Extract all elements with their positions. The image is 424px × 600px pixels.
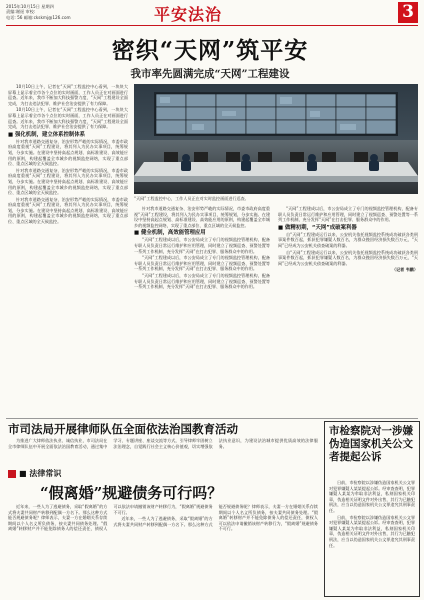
section3-text: 自“天网”工程建成运行以来，公安机关依托视频监控系统成功破获各类刑事案件数百起，抓获犯罪嫌疑人数百名，为群众挽回经济损失数百万元，“天网”已经成为公安机关侦查破案的利器。: [278, 231, 418, 248]
legal-text-continued: 近年来，一些人为了逃避债务，采取“假离婚”的方式将夫妻共同财产转移到配偶一方名下。那么这种方式能否规避债务呢？律师表示，夫妻一方在婚姻关系存续期间以个人名义所负债务，按夫妻共同债务处理。“假离婚”转移财产并不能免除债务人的偿还责任，债权人可以依法申请撤销该财产转移行为，“假离婚”规避债务不可行。: [113, 504, 318, 532]
masthead-rule: [6, 25, 418, 26]
section3-text-continued: 自“天网”工程建成运行以来，公安机关依托视频监控系统成功破获各类刑事案件数百起，抓获犯罪嫌疑人数百名，为群众挽回经济损失数百万元，“天网”已经成为公安机关侦查破案的利器。: [278, 249, 418, 266]
section-title: 平安法治: [154, 5, 223, 24]
section2-text-right: “天网”工程建成以后，市公安局成立了专门的视频监控管理机构，配备专职人员负责日常运行维护和应用管理，同时建立了视频巡查、预警处置等一系列工作机制，充分发挥“天网”在打击犯罪、服务群众中的作用。: [278, 206, 418, 223]
editor-line: 责编:谢遥 审校:: [6, 9, 36, 15]
legal-headline: “假离婚”规避债务可行吗？: [40, 484, 223, 502]
date-line: 2015年10月15日 星期四: [6, 4, 54, 9]
main-story-intro: 10月10日上午，记者在“天网”工程监控中心看到，一块块大屏幕上显示着全市各个点位的实时画面，工作人员正在对画面进行巡查。近年来，我市不断加大科技强警力度，“天网”工程建设全面完成，为打击违法犯罪、维护社会治安提供了有力保障。: [8, 84, 128, 106]
section2-text-continued: “天网”工程建成以后，市公安局成立了专门的视频监控管理机构，配备专职人员负责日常运行维护和应用管理，同时建立了视频巡查、预警处置等一系列工作机制，充分发挥“天网”在打击犯罪、服务群众中的作用。: [134, 255, 270, 272]
email-line: 电话: 56 邮箱:ckskmj@126.com: [6, 14, 71, 20]
story2-text: 为推进广大律师依法执业、诚信执业，市司法局在全市律师队伍中开展全面依法治国教育活动，通过集中学习、专题讲座、座谈交流等方式，引导律师牢固树立法治理念，自觉践行社会主义核心价值观，切实增强依法执业意识，为建设法治城市提供优质高效的法律服务。: [8, 438, 318, 449]
section3-title: ■ 做精初期，“天网”成破案利器: [278, 224, 357, 231]
section1-title: ■ 强化机制，建立体系控制体系: [8, 131, 86, 138]
main-story-right-column: [278, 206, 418, 414]
section1-text-more: 针对我市道路交通复杂、治安形势严峻的实际情况，市委市政府高度重视“天网”工程建设，将其列入为民办实事项目，统筹规划，分步实施。在建设中坚持高起点规划、高标准建设、高效能应用的原则，构建起覆盖全市城乡的视频监控网络，实现了重点部位、重点区域的全天候监控。: [8, 196, 128, 225]
story3-text: 日前，市检察院以涉嫌伪造国家机关公文罪对犯罪嫌疑人某某提起公诉。经审查查明，犯罪嫌疑人某某为牟取非法利益，私刻国家机关印章，伪造相关证明文件对外出售，其行为已触犯刑法，应当以伪造国家机关公文罪追究其刑事责任。: [329, 480, 415, 513]
masthead: [6, 2, 418, 24]
section2-text: “天网”工程建成以后，市公安局成立了专门的视频监控管理机构，配备专职人员负责日常运行维护和应用管理，同时建立了视频巡查、预警处置等一系列工作机制，充分发挥“天网”在打击犯罪、服务群众中的作用。: [134, 237, 270, 254]
main-headline: 密织“天网”筑平安: [111, 37, 309, 64]
section2-title: ■ 健全机制，高效能管理应用: [134, 230, 206, 237]
section1-text-mid: 针对我市道路交通复杂、治安形势严峻的实际情况，市委市政府高度重视“天网”工程建设，将其列入为民办实事项目，统筹规划，分步实施。在建设中坚持高起点规划、高标准建设、高效能应用的原则，构建起覆盖全市城乡的视频监控网络，实现了重点部位、重点区域的全天候监控。: [134, 206, 270, 228]
masthead-meta: [6, 4, 71, 20]
legal-text: 近年来，一些人为了逃避债务，采取“假离婚”的方式将夫妻共同财产转移到配偶一方名下。那么这种方式能否规避债务呢？律师表示，夫妻一方在婚姻关系存续期间以个人名义所负债务，按夫妻共同债务处理。“假离婚”转移财产并不能免除债务人的偿还责任，债权人可以依法申请撤销该财产转移行为，“假离婚”规避债务不可行。: [8, 504, 213, 532]
story3-headline: 市检察院对一涉嫌伪造国家机关公文者提起公诉: [329, 425, 413, 463]
story2-headline: 市司法局开展律师队伍全面依法治国教育活动: [8, 422, 238, 436]
main-subhead: 我市率先圆满完成“天网”工程建设: [130, 68, 290, 80]
story3-text-continued: 日前，市检察院以涉嫌伪造国家机关公文罪对犯罪嫌疑人某某提起公诉。经审查查明，犯罪嫌疑人某某为牟取非法利益，私刻国家机关印章，伪造相关证明文件对外出售，其行为已触犯刑法，应当以伪造国家机关公文罪追究其刑事责任。: [329, 514, 415, 548]
section2-text-more: “天网”工程建成以后，市公安局成立了专门的视频监控管理机构，配备专职人员负责日常运行维护和应用管理，同时建立了视频巡查、预警处置等一系列工作机制，充分发挥“天网”在打击犯罪、服务群众中的作用。: [134, 272, 270, 290]
story3-box: [324, 421, 420, 597]
main-story-byline: （记者 韦鹏）: [392, 267, 418, 273]
story2-body: [8, 438, 318, 468]
section1-text-continued: 针对我市道路交通复杂、治安形势严峻的实际情况，市委市政府高度重视“天网”工程建设，将其列入为民办实事项目，统筹规划，分步实施。在建设中坚持高起点规划、高标准建设、高效能应用的原则，构建起覆盖全市城乡的视频监控网络，实现了重点部位、重点区域的全天候监控。: [8, 167, 128, 196]
main-story-intro-continued: 10月10日上午，记者在“天网”工程监控中心看到，一块块大屏幕上显示着全市各个点位的实时画面，工作人员正在对画面进行巡查。近年来，我市不断加大科技强警力度，“天网”工程建设全面完成，为打击违法犯罪、维护社会治安提供了有力保障。: [8, 107, 128, 130]
story3-body: [329, 480, 415, 592]
legal-body: [8, 504, 318, 596]
legal-tag-label: ■ 法律常识: [19, 469, 62, 478]
section1-text: 针对我市道路交通复杂、治安形势严峻的实际情况，市委市政府高度重视“天网”工程建设，将其列入为民办实事项目，统筹规划，分步实施。在建设中坚持高起点规划、高标准建设、高效能应用的原则，构建起覆盖全市城乡的视频监控网络，实现了重点部位、重点区域的全天候监控。: [8, 138, 128, 167]
photo-caption: “天网”工程监控中心，工作人员正在对实时监控画面进行巡查。: [134, 196, 249, 201]
legal-tag-marker: [8, 470, 16, 478]
main-story-left-column: [8, 84, 128, 414]
control-room-image: [134, 84, 418, 194]
page-number-badge: 3: [398, 2, 418, 23]
control-room-photo: [134, 84, 418, 194]
lower-divider: [6, 418, 418, 419]
main-story-middle-column: [134, 206, 270, 414]
